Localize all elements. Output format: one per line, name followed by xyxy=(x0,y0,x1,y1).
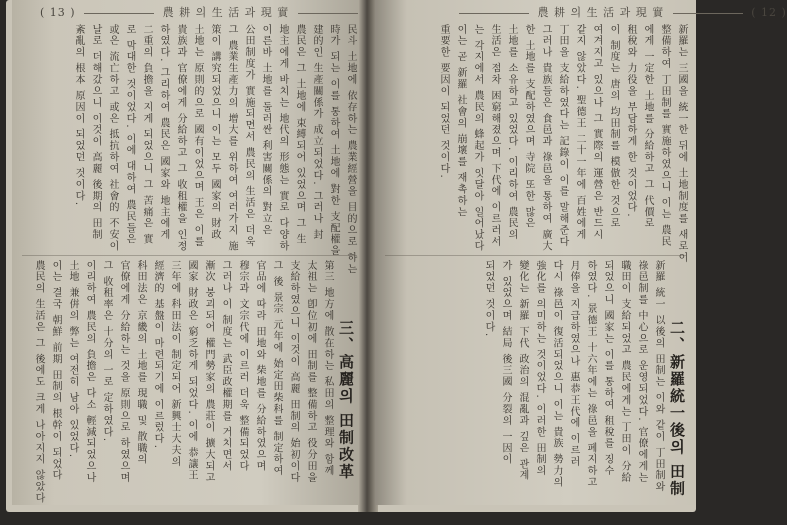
text-column: 新羅는 三國을 統一한 뒤에 土地制度를 새로이 xyxy=(676,24,687,264)
right-page xyxy=(375,0,787,505)
text-column: 여겨지고 있으나 그 實際의 運營은 반드시 xyxy=(591,24,602,241)
text-column: 紊亂의 根本 原因이 되었던 것이다. xyxy=(73,24,84,207)
text-column: 다시 祿邑이 復活되었으니 이는 貴族 勢力의 xyxy=(551,260,562,489)
text-column: 官品에 따라 田地와 柴地를 分給하였으며 xyxy=(254,260,265,473)
text-column: 生活은 점차 困窮해졌으며 下代에 이르러서 xyxy=(489,24,500,248)
left-page xyxy=(12,0,367,505)
text-column: 科田法은 京畿의 土地를 現職 및 散職의 xyxy=(135,260,146,466)
text-column: 에게 一定한 土地를 分給하고 그 代價로 xyxy=(642,24,653,230)
text-column: 그 收租率은 十分의 一로 定하였다. xyxy=(101,260,112,443)
text-column: 되었던 것이다. xyxy=(483,260,494,338)
text-column: 地主에게 바치는 地代의 形態는 實로 다양하 xyxy=(277,24,288,253)
text-column: 한 土地를 支配하였으며 寺院 또한 많은 xyxy=(523,24,534,230)
text-column: 租稅와 力役을 부담하게 한 것이었다. xyxy=(625,24,636,218)
text-column: 土地는 原則的으로 國有이었으며 王은 이를 xyxy=(192,24,203,248)
text-column: 土地 兼倂의 弊는 여전히 남아 있었다. xyxy=(67,260,78,459)
left-page-header xyxy=(40,4,372,20)
text-column: 建的인 生產關係가 成立되었다. 그러나 封 xyxy=(311,24,322,241)
left-lower-text xyxy=(22,260,357,505)
left-page-number: ( 13 ) xyxy=(40,6,76,19)
text-column: 는 각지에서 農民의 蜂起가 잇달아 일어났다 xyxy=(472,24,483,253)
text-column: 經濟的 基盤이 마련되기에 이르렀다. xyxy=(152,260,163,450)
text-column: 公田制度가 實施되면서 農民의 生活은 더욱 xyxy=(243,24,254,248)
text-column: 職田이 支給되었고 農民에게는 丁田이 分給 xyxy=(619,260,630,484)
text-column: 貴族과 官僚에게 分給하고 그 收租權을 인정 xyxy=(175,24,186,253)
text-column: 新羅 統一 以後의 田制는 이와 같이 丁田制와 xyxy=(653,260,664,493)
text-column: 되었으니 國家는 이를 통하여 租稅를 징수 xyxy=(602,260,613,477)
text-column: 民斗 土地에 依存하는 農業經營을 目的으로 하는 xyxy=(345,24,356,275)
text-column: 時가 되는 이를 통하여 土地에 對한 支配權을 xyxy=(328,24,339,257)
right-page-header xyxy=(455,4,787,20)
text-column: 二重의 負擔을 지게 되었으니 그 苦痛은 實 xyxy=(141,24,152,246)
left-divider xyxy=(22,255,357,256)
text-column: 官僚에게 分給하는 것을 原則으로 하였으며 xyxy=(118,260,129,484)
right-divider xyxy=(385,255,686,256)
text-column: 날로 더해갔으니 이것이 高麗 後期의 田制 xyxy=(90,24,101,241)
text-column: 第三 地方에 散在하는 私田의 整理와 함께 xyxy=(322,260,333,477)
text-column: 이 制度는 唐의 均田制를 模倣한 것으로 xyxy=(608,24,619,230)
text-column: 祿邑制를 中心으로 운영되었다. 官僚에게는 xyxy=(636,260,647,484)
text-column: 이는 곧 新羅 社會의 崩壞를 재촉하는 xyxy=(455,24,466,218)
right-page-number: ( 12 ) xyxy=(751,6,787,19)
text-column: 土地를 소유하고 있었다. 이리하여 農民의 xyxy=(506,24,517,241)
header-rule xyxy=(673,13,743,14)
text-column: 그러나 이 制度는 武臣政權期를 거치면서 xyxy=(220,260,231,473)
text-column: 整備하여 丁田制를 實施하였으니 이는 農民 xyxy=(659,24,670,248)
text-column: 하였다. 그리하여 農民은 國家와 地主에게 xyxy=(158,24,169,241)
text-column: 하였다. 景德王 十六年에는 祿邑을 폐지하고 xyxy=(585,260,596,489)
text-column: 月俸을 지급하였으나 惠恭王代에 이르러 xyxy=(568,260,579,468)
text-column: 가 있었으며 結局 後三國 分裂의 一因이 xyxy=(500,260,511,466)
text-column: 그 農業生產力의 增大를 위하여 여러가지 施 xyxy=(226,24,237,253)
text-column: 이른바 土地를 둘러싼 利害關係의 對立은 xyxy=(260,24,271,237)
right-lower-text xyxy=(387,260,688,497)
text-column: 或은 流亡하고 或은 抵抗하여 社會的 不安이 xyxy=(107,24,118,253)
left-section-heading: 三、高麗의 田制改革 xyxy=(337,320,355,481)
right-upper-text xyxy=(387,24,688,264)
text-column: 強化를 의미하는 것이었다. 이러한 田制의 xyxy=(534,260,545,477)
text-column: 穆宗과 文宗代에 이르러 더욱 整備되었다 xyxy=(237,260,248,473)
text-column: 重要한 要因이 되었던 것이다. xyxy=(438,24,449,180)
text-column: 國家 財政은 窮乏하게 되었다. 이에 恭讓王 xyxy=(186,260,197,482)
left-page-header-title: 農 耕 의 生 活 과 現 實 xyxy=(162,6,290,19)
book-spread xyxy=(6,0,787,512)
text-column: 農民의 生活은 그 後에도 크게 나아지지 않았다 xyxy=(33,260,44,505)
header-rule xyxy=(84,13,154,14)
text-column: 이리하여 農民의 負擔은 다소 輕減되었으나 xyxy=(84,260,95,484)
text-column: 支給하였으니 이것이 高麗 田制의 始初이다 xyxy=(288,260,299,484)
text-column: 같지 않았다. 聖德王 二十一年에 百姓에게 xyxy=(574,24,585,241)
text-column: 丁田을 支給하였다는 記錄이 이를 말해준다 xyxy=(557,24,568,248)
right-page-header-title: 農 耕 의 生 活 과 現 實 xyxy=(537,6,665,19)
text-column: 太祖는 卽位初에 田制를 整備하고 役分田을 xyxy=(305,260,316,484)
text-column: 農民은 그 土地에 束縛되어 있었으며 그 生 xyxy=(294,24,305,246)
text-column: 漸次 붕괴되어 權門勢家의 農莊이 擴大되고 xyxy=(203,260,214,484)
header-rule xyxy=(459,13,529,14)
text-column: 그 後 景宗 元年에 始定田柴科를 制定하여 xyxy=(271,260,282,477)
text-column: 이는 결국 朝鮮 前期 田制의 根幹이 되었다 xyxy=(50,260,61,482)
text-column: 策이 講究되었으니 이는 모두 國家의 財政 xyxy=(209,24,220,241)
text-column: 그러나 貴族들은 食邑과 祿邑을 통하여 廣大 xyxy=(540,24,551,253)
right-section-heading: 二、新羅統一後의 田制 xyxy=(668,320,686,498)
text-column: 變化는 新羅 下代 政治의 混亂과 깊은 관계 xyxy=(517,260,528,482)
text-column: 三年에 科田法이 制定되어 新興士大夫의 xyxy=(169,260,180,468)
text-column: 로 막대한 것이었다. 이에 대하여 農民들은 xyxy=(124,24,135,246)
left-upper-text xyxy=(22,24,357,275)
